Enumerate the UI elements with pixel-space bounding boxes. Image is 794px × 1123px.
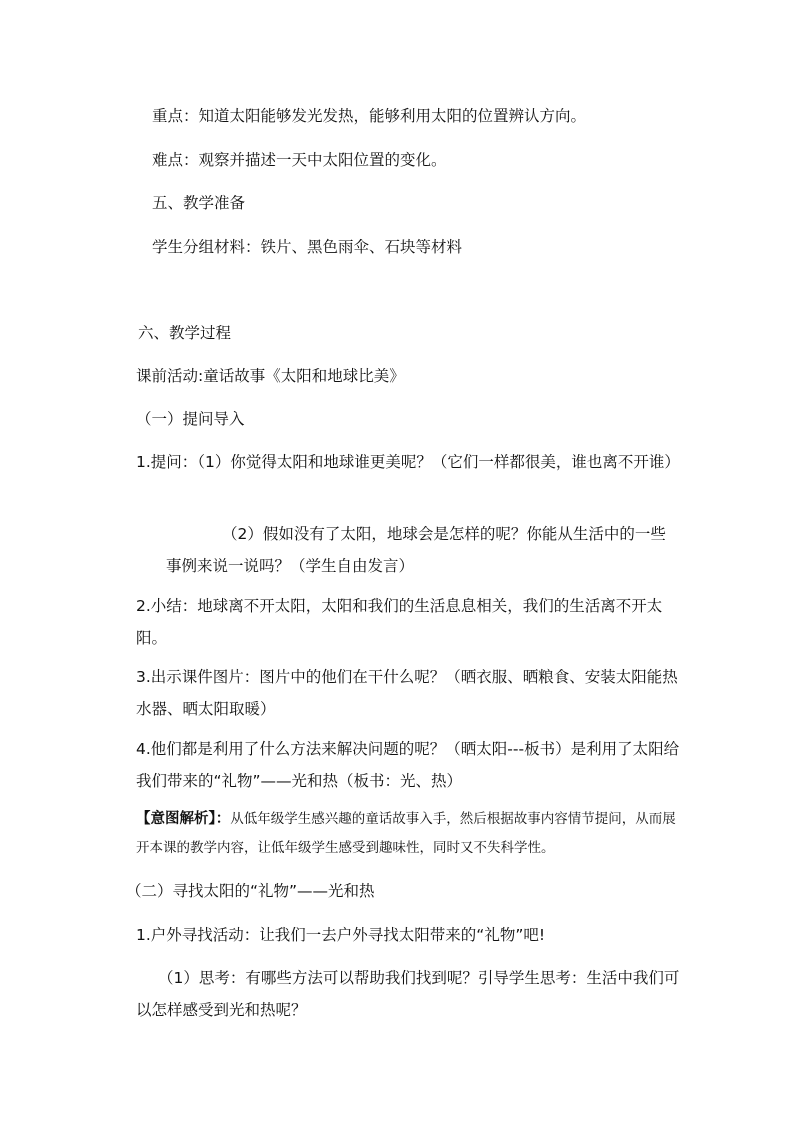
materials-text: 学生分组材料：铁片、黑色雨伞、石块等材料	[152, 238, 463, 256]
pre-activity-text: 课前活动:童话故事《太阳和地球比美》	[136, 367, 405, 385]
question-3-text: 3.出示课件图片：图片中的他们在干什么呢？（晒衣服、晒粮食、安装太阳能热水器、晒太阳取暖）	[136, 668, 678, 718]
key-point-text: 重点：知道太阳能够发光发热，能够利用太阳的位置辨认方向。	[152, 107, 587, 125]
activity-1-text: 1.户外寻找活动：让我们一去户外寻找太阳带来的“礼物”吧!	[136, 926, 546, 944]
question-1-text: 1.提问：（1）你觉得太阳和地球谁更美呢？（它们一样都很美，谁也离不开谁）	[136, 453, 680, 471]
intent-analysis-note	[136, 805, 676, 863]
summary-2-text: 2.小结：地球离不开太阳，太阳和我们的生活息息相关，我们的生活离不开太阳。	[136, 597, 663, 647]
intent-analysis-text: 从低年级学生感兴趣的童话故事入手，然后根据故事内容情节提问，从而展开本课的教学内容，让低年级学生感受到趣味性，同时又不失科学性。	[136, 811, 676, 856]
section-5-heading: 五、教学准备	[152, 194, 246, 212]
question-1b-text: （2）假如没有了太阳，地球会是怎样的呢？你能从生活中的一些事例来说一说吗？（学生自由发言）	[166, 525, 666, 575]
subsection-1-heading: （一）提问导入	[136, 410, 245, 428]
question-4-text: 4.他们都是利用了什么方法来解决问题的呢？（晒太阳---板书）是利用了太阳给我们带来的“礼物”——光和热（板书：光、热）	[136, 740, 680, 790]
difficulty-text: 难点：观察并描述一天中太阳位置的变化。	[152, 151, 447, 169]
section-6-heading: 六、教学过程	[138, 324, 232, 342]
activity-1a-text: （1）思考：有哪些方法可以帮助我们找到呢？引导学生思考：生活中我们可以怎样感受到光和热呢？	[136, 969, 680, 1019]
subsection-2-heading: （二）寻找太阳的“礼物”——光和热	[126, 882, 375, 900]
intent-analysis-tag: 【意图解析】：	[136, 811, 231, 827]
